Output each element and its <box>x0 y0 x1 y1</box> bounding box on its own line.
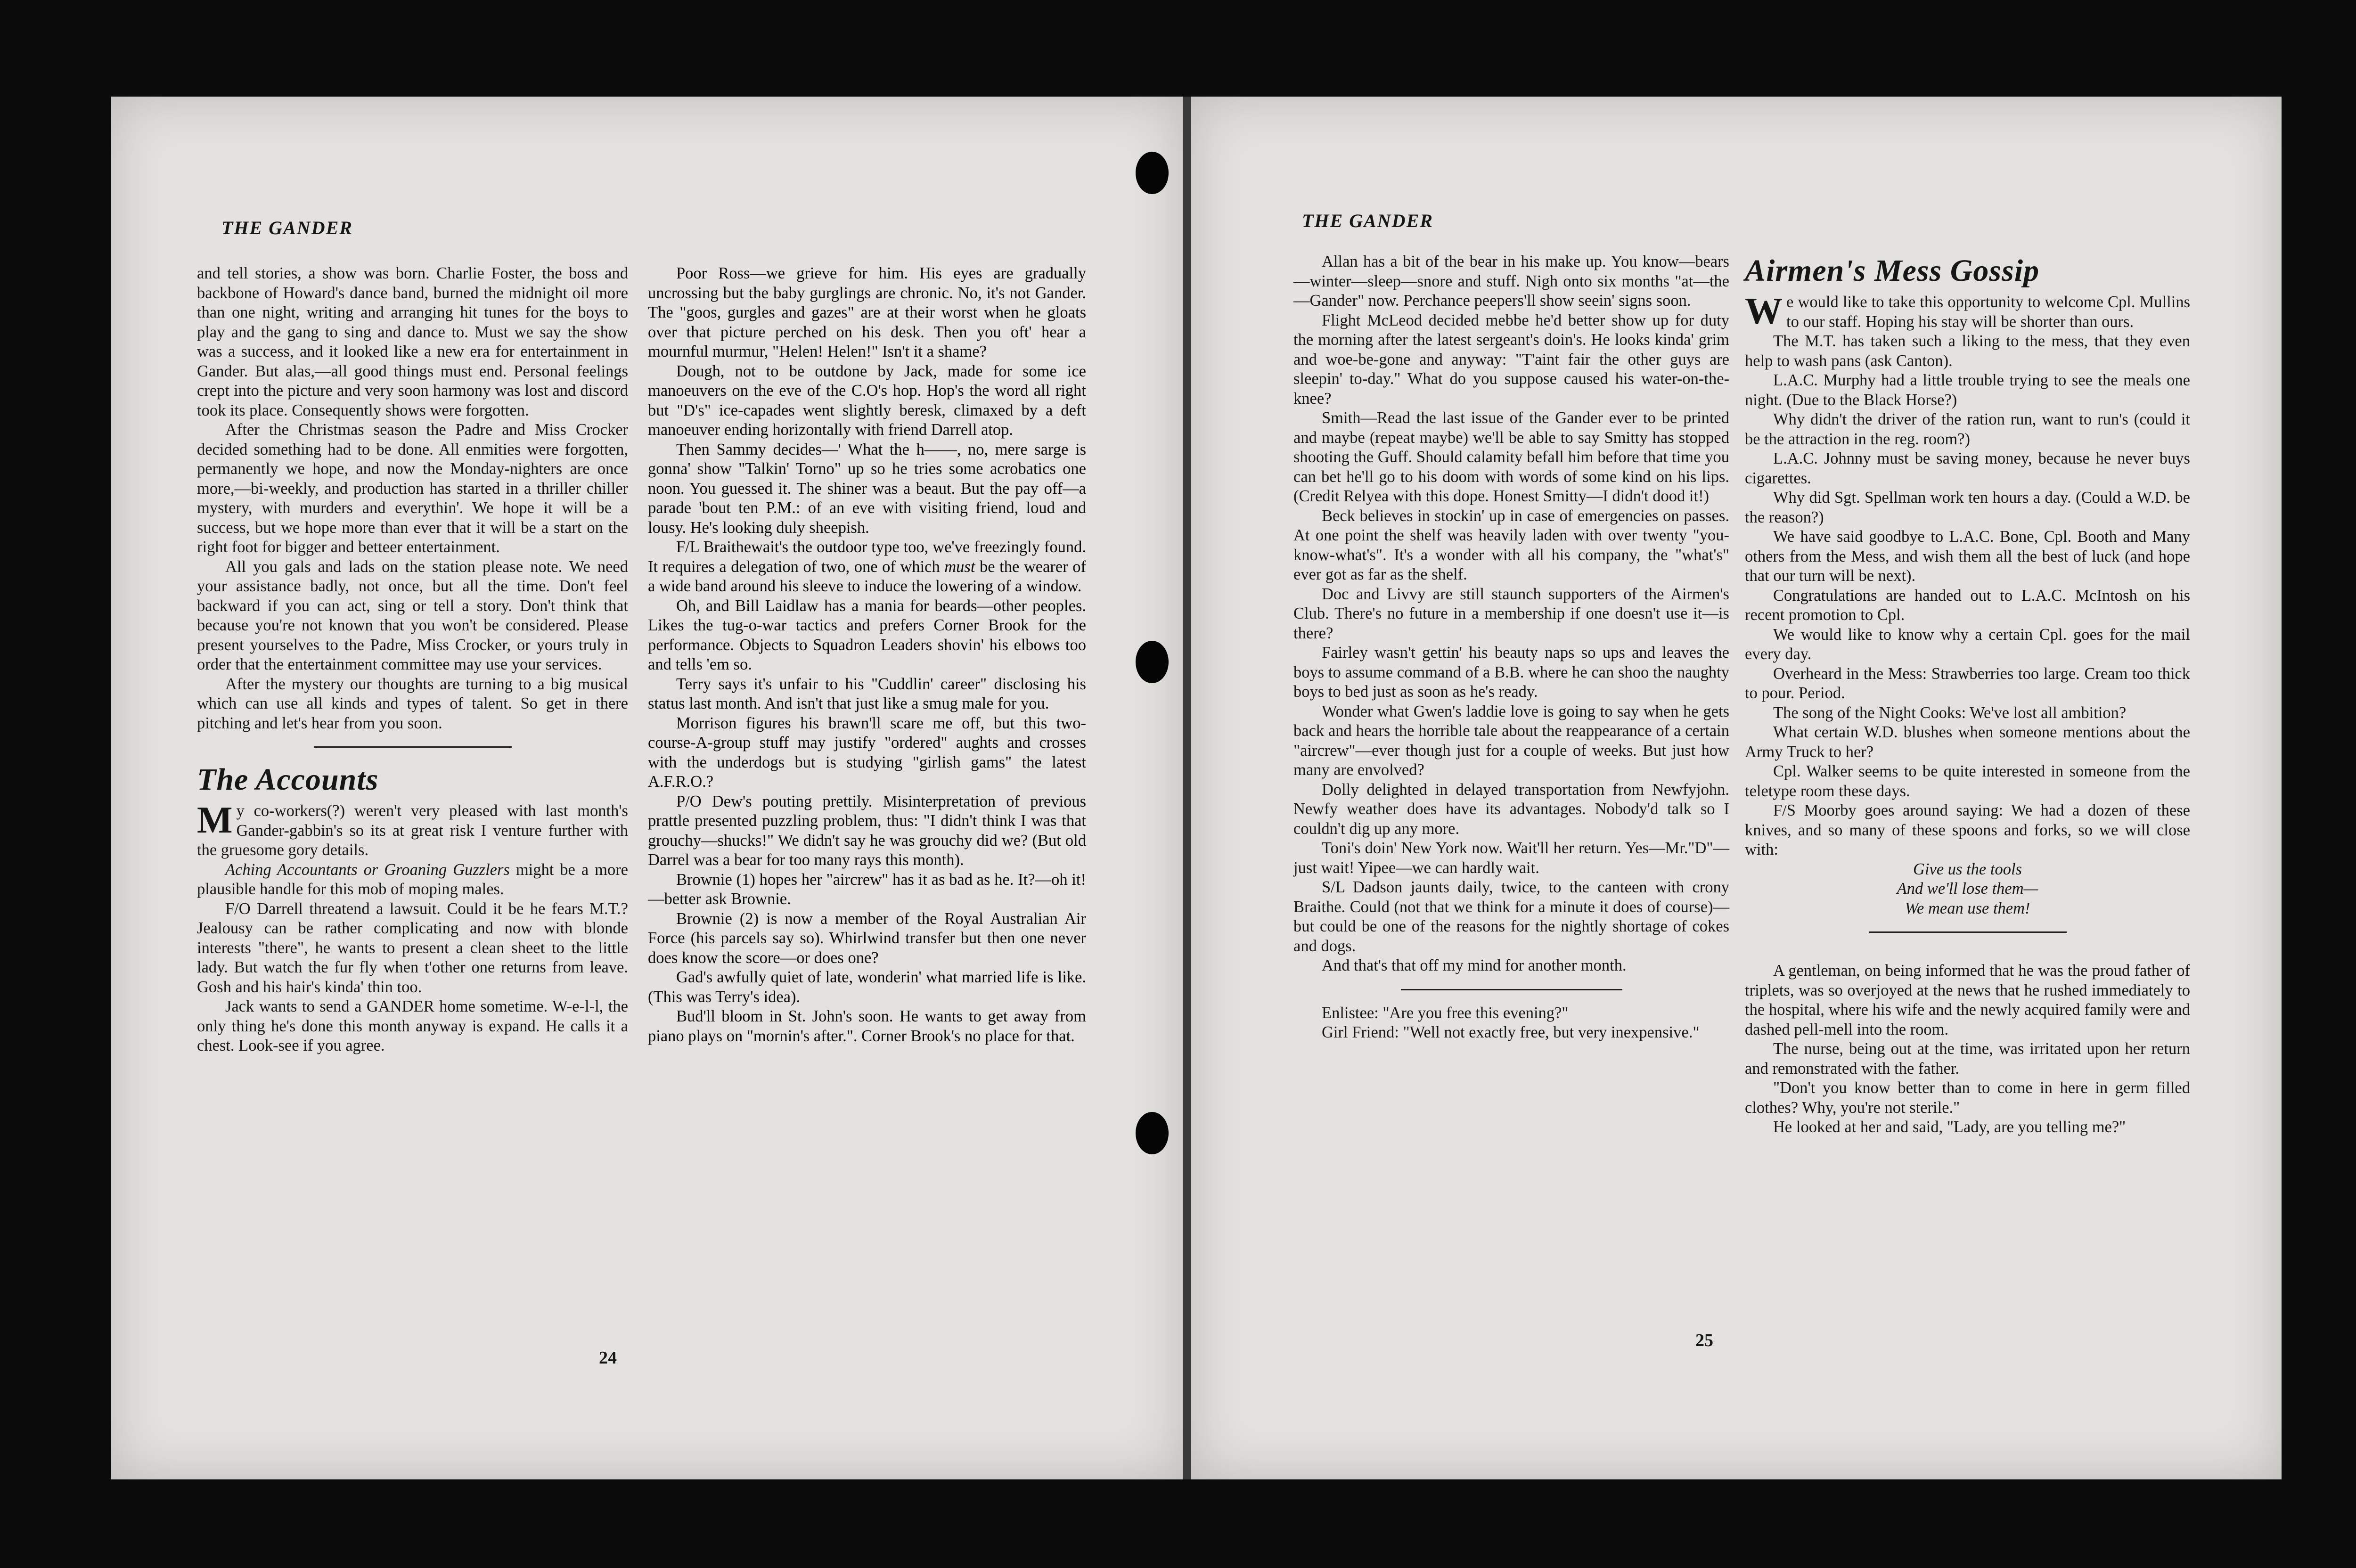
verse-line: Give us the tools <box>1913 860 2022 878</box>
binding-hole <box>1136 1112 1169 1154</box>
divider <box>1401 989 1622 990</box>
paragraph: Doc and Livvy are still staunch supporters of the Airmen's Club. There's no future in a membership if one doesn't use it—is there? <box>1293 585 1729 642</box>
running-head-left: THE GANDER <box>221 217 353 238</box>
paragraph: Morrison figures his brawn'll scare me off, but this two-course-A-group stuff may justify "ordered" aughts and crosses with the underdogs but is studying "girlish gams" the latest A.F.R.O.? <box>648 714 1086 791</box>
page-number-left: 24 <box>599 1348 617 1368</box>
paragraph: Oh, and Bill Laidlaw has a mania for beards—other peoples. Likes the tug-o-war tactics and prefers Corner Brook for the performance. Objects to Squadron Leaders shovin' his elbows too and tells 'em so. <box>648 596 1086 673</box>
paragraph: Brownie (2) is now a member of the Royal Australian Air Force (his parcels say so). Whirlwind transfer but then one never does know the score—or does one? <box>648 909 1086 967</box>
paragraph: Smith—Read the last issue of the Gander ever to be printed and maybe (repeat maybe) we'll be able to say Smitty has stopped shooting the Guff. Should calamity befall him before that time you can bet he'll go to his doom with words of some kind on his lips. (Credit Relyea with this dope. Honest Smitty—I didn't dood it!) <box>1293 409 1729 505</box>
joke-line: Enlistee: "Are you free this evening?" <box>1322 1004 1569 1022</box>
paragraph: Why did Sgt. Spellman work ten hours a day. (Could a W.D. be the reason?) <box>1745 489 2190 526</box>
paragraph: Allan has a bit of the bear in his make up. You know—bears—winter—sleep—snore and stuff. Nigh onto six months "at—the—Gander" now. Perchance peepers'll show seein' signs soon. <box>1293 253 1729 310</box>
paragraph: P/O Dew's pouting prettily. Misinterpretation of previous prattle presented puzzling problem, thus: "I didn't think I was that grouchy—shucks!" We didn't say he was grouchy did we? (But old Darrel was a bear for too many rays this month). <box>648 792 1086 869</box>
paragraph: Bud'll bloom in St. John's soon. He wants to get away from piano plays on "mornin's after.". Corner Brook's no place for that. <box>648 1007 1086 1045</box>
paragraph: and tell stories, a show was born. Charlie Foster, the boss and backbone of Howard's dance band, burned the midnight oil more than one night, writing and arranging hit tunes for the boys to play and the gang to sing and dance to. Must we say the show was a success, and it looked like a new era for entertainment in Gander. But alas,—all good things must end. Personal feelings crept into the picture and very soon harmony was lost and discord took its place. Consequently shows were forgotten. <box>197 264 628 419</box>
paragraph: Congratulations are handed out to L.A.C. McIntosh on his recent promotion to Cpl. <box>1745 586 2190 624</box>
paragraph <box>197 801 628 860</box>
page-number-right: 25 <box>1695 1331 1713 1350</box>
divider <box>1869 931 2067 933</box>
paragraph: Then Sammy decides—' What the h——, no, mere sarge is gonna' show "Talkin' Torno" up so he tries some acrobatics one noon. You guessed it. The shiner was a beaut. But the pay off—a parade 'bout ten P.M.: of an eve with visiting friend, loud and lousy. He's looking duly sheepish. <box>648 440 1086 537</box>
paragraph: "Don't you know better than to come in here in germ filled clothes? Why, you're not sterile." <box>1745 1079 2190 1117</box>
dropcap: M <box>197 800 233 841</box>
paragraph: What certain W.D. blushes when someone mentions about the Army Truck to her? <box>1745 723 2190 761</box>
paragraph: Wonder what Gwen's laddie love is going to say when he gets back and hears the horrible tale about the reappearance of a certain "aircrew"—ever though just for a couple of weeks. But just how many are envolved? <box>1293 702 1729 779</box>
paragraph <box>197 860 628 899</box>
emphasis: must <box>944 557 975 576</box>
paragraph: Brownie (1) hopes her "aircrew" has it as bad as he. It?—oh it!—better ask Brownie. <box>648 870 1086 908</box>
paragraph: Beck believes in stockin' up in case of emergencies on passes. At one point the shelf was heavily laden with over twenty "you-know-what's". It's a wonder with all his company, the "what's" ever got as far as the shelf. <box>1293 506 1729 583</box>
paragraph: The nurse, being out at the time, was irritated upon her return and remonstrated with the father. <box>1745 1040 2190 1078</box>
paragraph: L.A.C. Johnny must be saving money, because he never buys cigarettes. <box>1745 449 2190 487</box>
paragraph: The M.T. has taken such a liking to the mess, that they even help to wash pans (ask Canton). <box>1745 332 2190 370</box>
paragraph: All you gals and lads on the station please note. We need your assistance badly, not once, but all the time. Don't feel backward if you can act, sing or tell a story. Don't think that because you're not known that you won't be considered. Please present yourselves to the Padre, Miss Crocker, or yours truly in order that the entertainment committee may use your services. <box>197 557 628 673</box>
paragraph: Poor Ross—we grieve for him. His eyes are gradually uncrossing but the baby gurglings are chronic. No, it's not Gander. The "goos, gurgles and gazes" are at their worst when he gloats over that picture perched on his desk. Then you oft' hear a mournful murmur, "Helen! Helen!" Isn't it a shame? <box>648 264 1086 360</box>
accounts-italic: Aching Accountants or Groaning Guzzlers <box>225 860 510 879</box>
section-title-mess-gossip: Airmen's Mess Gossip <box>1745 253 2040 288</box>
paragraph: Toni's doin' New York now. Wait'll her return. Yes—Mr."D"—just wait! Yipee—we can hardly wait. <box>1293 839 1729 877</box>
paragraph: Terry says it's unfair to his "Cuddlin' career" disclosing his status last month. And isn't that just like a smug male for you. <box>648 675 1086 712</box>
left-page <box>111 97 1183 1479</box>
paragraph <box>1745 293 2190 332</box>
paragraph: Flight McLeod decided mebbe he'd better show up for duty the morning after the latest sergeant's doin's. He looks kinda' grim and woe-be-gone and anyway: "T'aint fair the other guys are sleepin' to-day." What do you suppose caused his water-on-the-knee? <box>1293 311 1729 408</box>
divider <box>314 746 512 748</box>
binding-hole <box>1136 152 1169 194</box>
paragraph: After the mystery our thoughts are turning to a big musical which can use all kinds and types of talent. So get in there pitching and let's hear from you soon. <box>197 675 628 732</box>
verse-line: And we'll lose them— <box>1897 880 2038 898</box>
paragraph: We would like to know why a certain Cpl. goes for the mail every day. <box>1745 625 2190 663</box>
paragraph: A gentleman, on being informed that he was the proud father of triplets, was so overjoyed at the news that he rushed immediately to the hospital, where his wife and the newly acquired family were and dashed pell-mell into the room. <box>1745 962 2190 1038</box>
paragraph: Jack wants to send a GANDER home sometime. W-e-l-l, the only thing he's done this month anyway is expand. He calls it a chest. Look-see if you agree. <box>197 997 628 1054</box>
paragraph: And that's that off my mind for another month. <box>1322 956 1627 974</box>
running-head-right: THE GANDER <box>1302 210 1433 231</box>
left-column-1 <box>197 264 628 1056</box>
verse-line: We mean use them! <box>1905 899 2030 917</box>
paragraph: F/O Darrell threatend a lawsuit. Could it be he fears M.T.? Jealousy can be rather complicating and now with blonde interests "there", he wants to present a clean sheet to the little lady. But watch the fur fly when t'other one returns from leave. Gosh and his hair's kinda' thin too. <box>197 899 628 996</box>
paragraph: After the Christmas season the Padre and Miss Crocker decided something had to be done. All enmities were forgotten, permanently we hope, and now the Monday-nighters are once more,—bi-weekly, and production has started in a thriller chiller mystery, with murders and everythin'. We hope it will be a success, but we hope more than ever that it will be a start on the right foot for bigger and betteer entertainment. <box>197 421 628 556</box>
right-column-1 <box>1293 252 1729 1043</box>
accounts-intro: y co-workers(?) weren't very pleased with last month's Gander-gabbin's so its at great risk I venture further with the gruesome gory details. <box>197 802 628 859</box>
paragraph: Dough, not to be outdone by Jack, made for some ice manoeuvers on the eve of the C.O's hop. Hop's the word all right but "D's" ice-capades went slightly beresk, climaxed by a deft manoeuver ending horizontally with friend Darrell atop. <box>648 362 1086 439</box>
accounts-italic-rest: might be a more plausible handle for this mob of moping males. <box>197 860 628 898</box>
paragraph: Fairley wasn't gettin' his beauty naps so ups and leaves the boys to assume command of a B.B. where he can shoo the naughty boys to bed just as soon as he's ready. <box>1293 644 1729 701</box>
left-column-2 <box>648 264 1086 1046</box>
paragraph: He looked at her and said, "Lady, are you telling me?" <box>1773 1118 2126 1136</box>
gutter <box>1183 97 1191 1479</box>
paragraph: F/S Moorby goes around saying: We had a dozen of these knives, and so many of these spoons and forks, so we will close with: <box>1745 801 2190 858</box>
right-page <box>1191 97 2282 1479</box>
paragraph: The song of the Night Cooks: We've lost all ambition? <box>1773 703 2127 722</box>
text: F/L Braithewait's the outdoor type too, we've freezingly found. It requires a delegation of two, one of which <box>648 538 1086 576</box>
text: be the wearer of a wide band around his sleeve to induce the lowering of a window. <box>648 557 1086 595</box>
paragraph <box>648 538 1086 596</box>
paragraph: Gad's awfully quiet of late, wonderin' what married life is like. (This was Terry's idea). <box>648 968 1086 1006</box>
paragraph: We have said goodbye to L.A.C. Bone, Cpl. Booth and Many others from the Mess, and wish them all the best of luck (and hope that our turn will be next). <box>1745 528 2190 585</box>
paragraph: Cpl. Walker seems to be quite interested in someone from the teletype room these days. <box>1745 762 2190 800</box>
paragraph: L.A.C. Murphy had a little trouble trying to see the meals one night. (Due to the Black Horse?) <box>1745 371 2190 409</box>
paragraph: Overheard in the Mess: Strawberries too large. Cream too thick to pour. Period. <box>1745 664 2190 702</box>
paragraph: S/L Dadson jaunts daily, twice, to the canteen with crony Braithe. Could (not that we think for a minute it does of course)—but could be one of the reasons for the nightly shortage of cokes and dogs. <box>1293 878 1729 955</box>
right-column-2 <box>1745 252 2190 1137</box>
paragraph: Dolly delighted in delayed transportation from Newfyjohn. Newfy weather does have its advantages. Nobody'd talk so I couldn't dig up any more. <box>1293 780 1729 838</box>
gossip-intro: e would like to take this opportunity to welcome Cpl. Mullins to our staff. Hoping his stay will be shorter than ours. <box>1786 293 2190 331</box>
dropcap: W <box>1745 291 1783 332</box>
paragraph: Why didn't the driver of the ration run, want to run's (could it be the attraction in the reg. room?) <box>1745 410 2190 448</box>
binding-hole <box>1136 641 1169 683</box>
joke-line: Girl Friend: "Well not exactly free, but very inexpensive." <box>1322 1023 1700 1041</box>
section-title-accounts: The Accounts <box>197 762 379 797</box>
